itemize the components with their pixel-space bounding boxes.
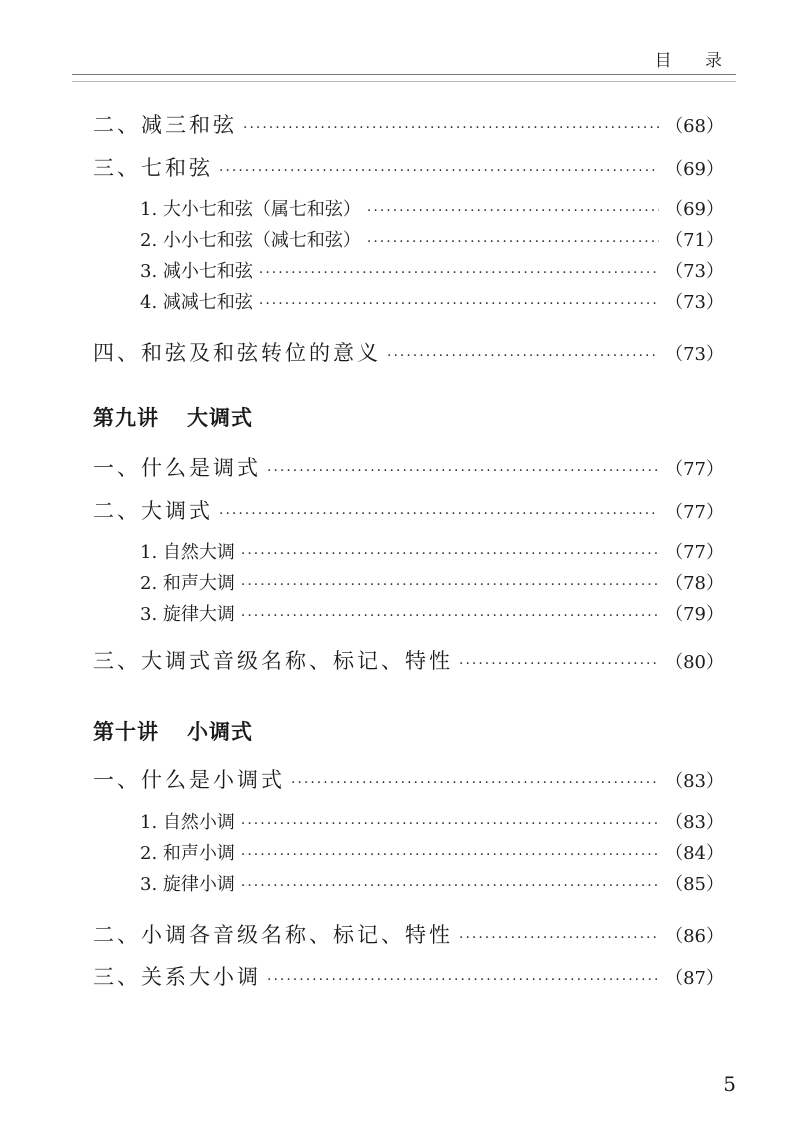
dot-leader bbox=[367, 196, 659, 226]
dot-leader bbox=[259, 289, 659, 319]
toc-subentry[interactable] bbox=[140, 288, 724, 318]
toc-entry-page: （83） bbox=[665, 812, 724, 833]
toc-entry[interactable] bbox=[93, 453, 724, 483]
toc-entry-page: （80） bbox=[665, 652, 724, 673]
toc-entry-title: 1. 自然大调 bbox=[140, 542, 235, 563]
toc-entry-title: 一、什么是小调式 bbox=[93, 768, 285, 792]
toc-entry-title: 3. 减小七和弦 bbox=[140, 261, 253, 282]
dot-leader bbox=[291, 768, 659, 798]
toc-subentry[interactable] bbox=[140, 569, 724, 599]
toc-entry-title: 三、关系大小调 bbox=[93, 965, 261, 989]
toc-entry-title: 2. 小小七和弦（减七和弦） bbox=[140, 230, 361, 251]
chapter-heading[interactable] bbox=[93, 402, 253, 432]
toc-entry-title: 二、减三和弦 bbox=[93, 113, 237, 137]
toc-entry-title: 4. 减减七和弦 bbox=[140, 292, 253, 313]
chapter-number: 第十讲 bbox=[93, 720, 159, 744]
toc-entry-title: 2. 和声大调 bbox=[140, 573, 235, 594]
toc-entry-page: （73） bbox=[665, 344, 724, 365]
toc-entry[interactable] bbox=[93, 110, 724, 140]
toc-subentry[interactable] bbox=[140, 226, 724, 256]
toc-entry[interactable] bbox=[93, 338, 724, 368]
toc-entry-title: 1. 大小七和弦（属七和弦） bbox=[140, 199, 361, 220]
toc-entry-title: 三、大调式音级名称、标记、特性 bbox=[93, 649, 453, 673]
toc-entry-title: 3. 旋律大调 bbox=[140, 604, 235, 625]
running-head: 目 录 bbox=[654, 51, 736, 71]
toc-subentry[interactable] bbox=[140, 195, 724, 225]
chapter-title: 大调式 bbox=[187, 406, 253, 430]
toc-entry-title: 四、和弦及和弦转位的意义 bbox=[93, 341, 381, 365]
dot-leader bbox=[241, 871, 659, 901]
toc-entry-page: （69） bbox=[665, 159, 724, 180]
toc-entry[interactable] bbox=[93, 765, 724, 795]
dot-leader bbox=[241, 809, 659, 839]
dot-leader bbox=[367, 227, 659, 257]
dot-leader bbox=[219, 499, 659, 529]
toc-entry-title: 2. 和声小调 bbox=[140, 843, 235, 864]
dot-leader bbox=[267, 965, 659, 995]
dot-leader bbox=[219, 156, 659, 186]
toc-subentry[interactable] bbox=[140, 808, 724, 838]
dot-leader bbox=[243, 113, 659, 143]
toc-entry-title: 三、七和弦 bbox=[93, 156, 213, 180]
toc-subentry[interactable] bbox=[140, 538, 724, 568]
dot-leader bbox=[259, 258, 659, 288]
toc-subentry[interactable] bbox=[140, 600, 724, 630]
dot-leader bbox=[241, 840, 659, 870]
toc-entry-page: （71） bbox=[665, 230, 724, 251]
toc-subentry[interactable] bbox=[140, 257, 724, 287]
chapter-number: 第九讲 bbox=[93, 406, 159, 430]
toc-entry-page: （86） bbox=[665, 926, 724, 947]
toc-subentry[interactable] bbox=[140, 839, 724, 869]
toc-entry-page: （78） bbox=[665, 573, 724, 594]
toc-entry-page: （79） bbox=[665, 604, 724, 625]
toc-entry-page: （83） bbox=[665, 771, 724, 792]
dot-leader bbox=[241, 570, 659, 600]
dot-leader bbox=[459, 649, 659, 679]
dot-leader bbox=[387, 341, 659, 371]
toc-entry-title: 一、什么是调式 bbox=[93, 456, 261, 480]
toc-entry[interactable] bbox=[93, 962, 724, 992]
toc-entry-page: （77） bbox=[665, 542, 724, 563]
toc-entry-title: 1. 自然小调 bbox=[140, 812, 235, 833]
toc-entry-title: 3. 旋律小调 bbox=[140, 874, 235, 895]
toc-entry-title: 二、小调各音级名称、标记、特性 bbox=[93, 923, 453, 947]
dot-leader bbox=[267, 456, 659, 486]
dot-leader bbox=[459, 923, 659, 953]
toc-entry-page: （87） bbox=[665, 968, 724, 989]
chapter-heading[interactable] bbox=[93, 716, 253, 746]
toc-entry[interactable] bbox=[93, 646, 724, 676]
dot-leader bbox=[241, 539, 659, 569]
toc-entry-page: （73） bbox=[665, 261, 724, 282]
dot-leader bbox=[241, 601, 659, 631]
page-number: 5 bbox=[723, 1072, 736, 1096]
toc-entry-page: （77） bbox=[665, 502, 724, 523]
toc-entry[interactable] bbox=[93, 920, 724, 950]
toc-entry-page: （73） bbox=[665, 292, 724, 313]
toc-subentry[interactable] bbox=[140, 870, 724, 900]
toc-entry-page: （77） bbox=[665, 459, 724, 480]
toc-entry-page: （84） bbox=[665, 843, 724, 864]
toc-entry-page: （68） bbox=[665, 116, 724, 137]
toc-entry[interactable] bbox=[93, 153, 724, 183]
toc-entry-page: （85） bbox=[665, 874, 724, 895]
toc-entry-page: （69） bbox=[665, 199, 724, 220]
toc-entry[interactable] bbox=[93, 496, 724, 526]
toc-entry-title: 二、大调式 bbox=[93, 499, 213, 523]
chapter-title: 小调式 bbox=[187, 720, 253, 744]
